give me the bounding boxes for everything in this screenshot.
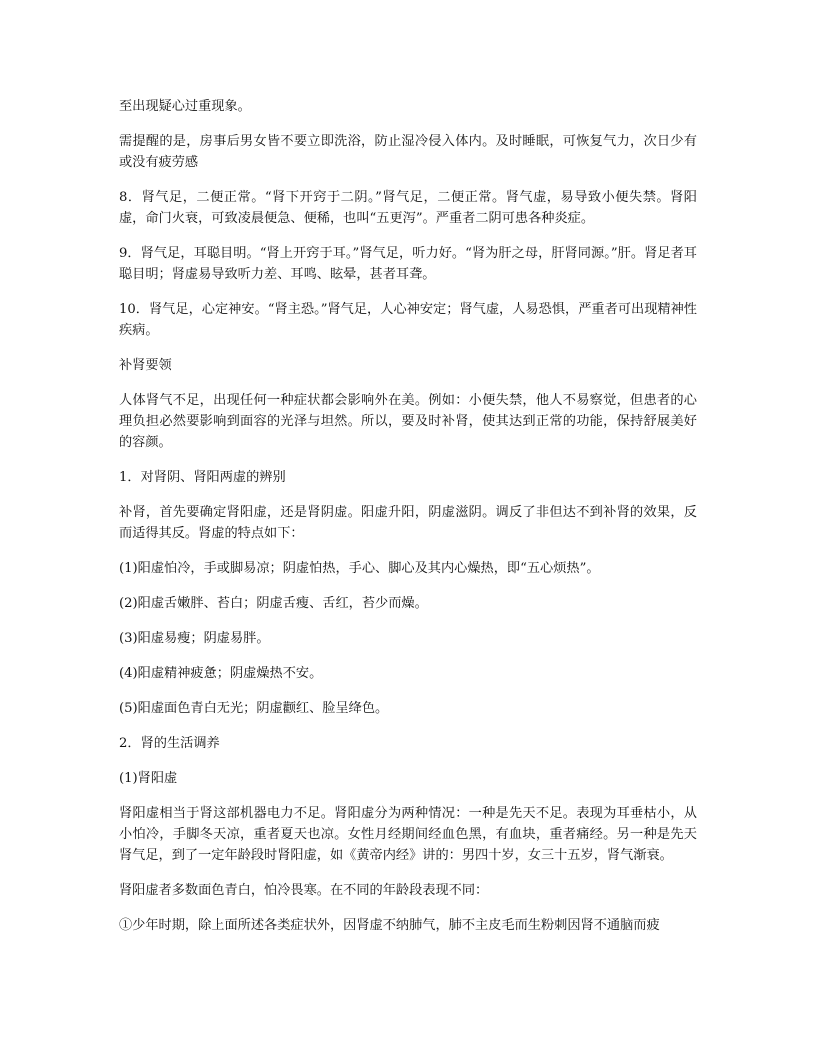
paragraph-age-groups: 肾阳虚者多数面色青白，怕冷畏寒。在不同的年龄段表现不同： bbox=[119, 883, 489, 898]
list-item-5: (5)阳虚面色青白无光；阴虚颧红、脸呈绛色。 bbox=[119, 701, 389, 716]
paragraph-item-9: 9．肾气足，耳聪目明。“肾上开窍于耳。”肾气足，听力好。“肾为肝之母，肝肾同源。”肝。肾足者耳聪目明；肾虚易导致听力差、耳鸣、眩晕，甚者耳聋。 bbox=[119, 246, 697, 282]
list-item-3: (3)阳虚易瘦；阴虚易胖。 bbox=[119, 631, 270, 646]
document-page bbox=[119, 96, 697, 936]
section-heading-kidney-tips: 补肾要领 bbox=[119, 358, 172, 373]
list-item-1: (1)阳虚怕冷，手或脚易凉；阴虚怕热，手心、脚心及其内心燥热，即“五心烦热”。 bbox=[119, 561, 600, 576]
paragraph-yang-deficiency: 肾阳虚相当于肾这部机器电力不足。肾阳虚分为两种情况：一种是先天不足。表现为耳垂枯小，从小怕冷，手脚冬天凉，重者夏天也凉。女性月经期间经血色黑，有血块，重者痛经。另一种是先天肾气足，到了一定年龄段时肾阳虚，如《黄帝内经》讲的：男四十岁，女三十五岁，肾气渐衰。 bbox=[119, 806, 697, 863]
paragraph-continuation: 至出现疑心过重现象。 bbox=[119, 99, 251, 114]
paragraph-reminder: 需提醒的是，房事后男女皆不要立即洗浴，防止湿冷侵入体内。及时睡眠，可恢复气力，次日少有或没有疲劳感 bbox=[119, 134, 697, 170]
list-item-2: (2)阳虚舌嫩胖、苔白；阴虚舌瘦、舌红，苔少而燥。 bbox=[119, 596, 428, 611]
subheading-1: 1．对肾阴、肾阳两虚的辨别 bbox=[119, 470, 286, 485]
paragraph-item-8: 8．肾气足，二便正常。“肾下开窍于二阴。”肾气足，二便正常。肾气虚，易导致小便失禁。肾阳虚，命门火衰，可致凌晨便急、便稀，也叫“五更泻”。严重者二阴可患各种炎症。 bbox=[119, 190, 697, 226]
paragraph-intro: 人体肾气不足，出现任何一种症状都会影响外在美。例如：小便失禁，他人不易察觉，但患者的心理负担必然要影响到面容的光泽与坦然。所以，要及时补肾，使其达到正常的功能，保持舒展美好的容颜。 bbox=[119, 393, 697, 450]
paragraph-distinguish: 补肾，首先要确定肾阳虚，还是肾阴虚。阳虚升阳，阴虚滋阴。调反了非但达不到补肾的效果，反而适得其反。肾虚的特点如下： bbox=[119, 505, 697, 541]
subheading-2: 2．肾的生活调养 bbox=[119, 736, 220, 751]
list-item-4: (4)阳虚精神疲惫；阴虚燥热不安。 bbox=[119, 666, 323, 681]
paragraph-item-10: 10．肾气足，心定神安。“肾主恐。”肾气足，人心神安定；肾气虚，人易恐惧，严重者可出现精神性疾病。 bbox=[119, 302, 697, 338]
subheading-yang-deficiency: (1)肾阳虚 bbox=[119, 771, 178, 786]
paragraph-youth: ①少年时期，除上面所述各类症状外，因肾虚不纳肺气，肺不主皮毛而生粉刺因肾不通脑而疲 bbox=[119, 918, 660, 933]
